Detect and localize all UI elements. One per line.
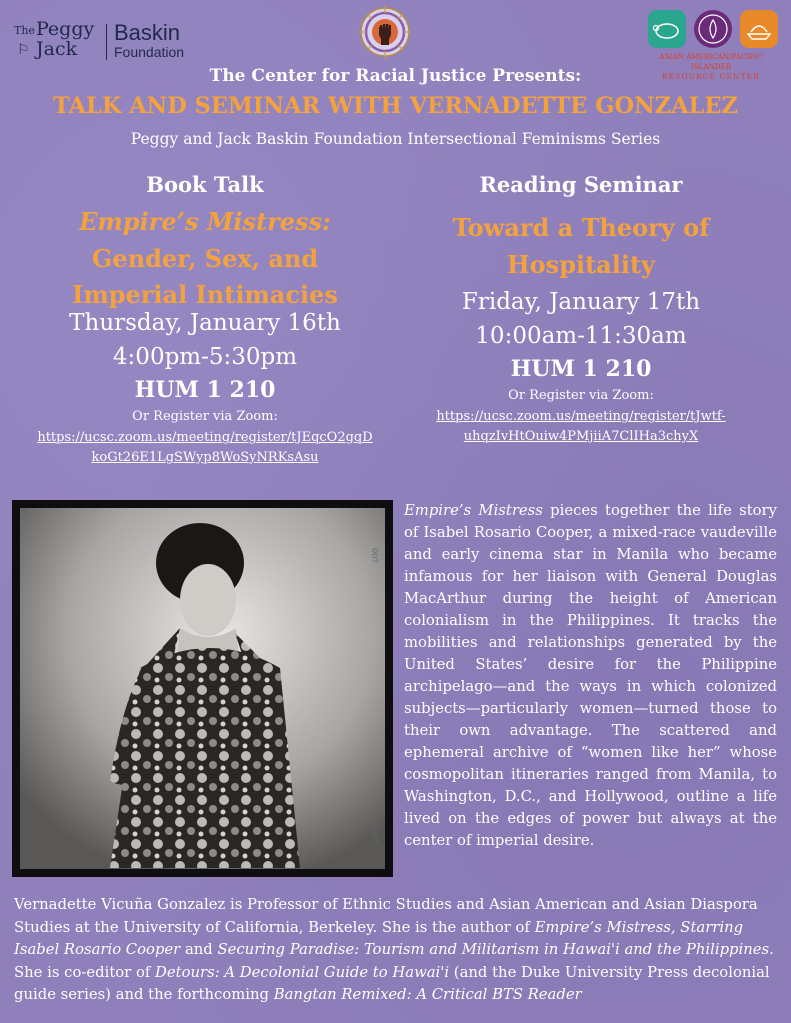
- seminar-section: [371, 172, 791, 447]
- bio-part3: . She is co-editor of: [14, 941, 774, 981]
- bio-part4: (and the Duke University Press decolonial guide series) and the forthcoming: [14, 963, 770, 1003]
- bio-book4: Bangtan Remixed: A Critical BTS Reader: [273, 986, 582, 1003]
- resource-center-line1: ASIAN AMERICAN/PACIFIC ISLANDER: [659, 52, 763, 71]
- logo-jack: Jack: [36, 38, 78, 60]
- description-text: pieces together the life story of Isabel Rosario Cooper, a mixed-race vaudeville and early cinema star in Manila who became infamous for her liaison with General Douglas MacArthur during the height of American colonialism in the Philippines. It tracks the mobilities and relationships generated by the United States’ desire for the Philippine archipelago—and the ways in which colonized subjects—particularly women—turned those to their own advantage. The scattered and ephemeral archive of “women like her” whose cosmopolitan itineraries ranged from Manila, to Washington, D.C., and Hollywood, outline a life lived on the edges of power but always at the center of imperial desire.: [404, 502, 777, 849]
- seminar-room: HUM 1 210: [510, 356, 652, 382]
- book-talk-room: HUM 1 210: [134, 377, 276, 403]
- logo-foundation: Foundation: [114, 44, 185, 60]
- seminar-register-label: Or Register via Zoom:: [508, 388, 654, 403]
- logo-divider: [106, 24, 107, 60]
- book-description: [404, 500, 777, 852]
- series-name: Peggy and Jack Baskin Foundation Intersectional Feminisms Series: [130, 130, 661, 148]
- book-title-line1: Empire’s Mistress:: [79, 207, 331, 236]
- presents-line: The Center for Racial Justice Presents:: [209, 66, 582, 86]
- seminar-heading: Reading Seminar: [479, 172, 683, 197]
- resource-center-line2: RESOURCE CENTER: [662, 72, 760, 81]
- book-talk-date: Thursday, January 16th: [69, 310, 341, 336]
- book-talk-section: [0, 172, 410, 468]
- book-talk-link-line1[interactable]: https://ucsc.zoom.us/meeting/register/tJEqcO2gqD: [37, 430, 373, 445]
- book-title-line3: Imperial Intimacies: [72, 280, 338, 309]
- photo-edge-mark-bottom: 007: [370, 828, 379, 844]
- book-talk-heading: Book Talk: [146, 172, 264, 197]
- logo-mark-icon: ⚐: [17, 42, 30, 58]
- book-title-line2: Gender, Sex, and: [91, 244, 319, 273]
- seminar-time: 10:00am-11:30am: [475, 323, 687, 349]
- raised-fist-icon: [358, 5, 412, 59]
- sailboat-icon: [740, 10, 778, 48]
- seminar-link-line2[interactable]: uhqzIvHtOuiw4PMjiiA7ClIHa3chyX: [463, 429, 699, 444]
- bio-book1: Empire’s Mistress, Starring Isabel Rosario Cooper: [14, 918, 744, 958]
- logo-baskin: Baskin: [114, 20, 181, 45]
- resource-center-logos: [648, 10, 778, 50]
- bio-book2: Securing Paradise: Tourism and Militarism in Hawai'i and the Philippines: [217, 941, 770, 958]
- book-talk-time: 4:00pm-5:30pm: [112, 344, 298, 370]
- bio-book3: Detours: A Decolonial Guide to Hawai'i: [155, 963, 450, 981]
- turtle-icon: [648, 10, 686, 48]
- book-talk-register-label: Or Register via Zoom:: [132, 409, 278, 424]
- lotus-icon: [694, 10, 732, 48]
- bio-part2: and: [180, 941, 218, 958]
- baskin-foundation-logo: [14, 18, 185, 62]
- book-talk-zoom-link[interactable]: [0, 428, 410, 468]
- author-bio: [14, 894, 779, 1007]
- seminar-date: Friday, January 17th: [461, 289, 701, 315]
- photo-edge-mark-top: 007: [370, 548, 379, 564]
- logo-the: The: [14, 24, 35, 37]
- seminar-title-line2: Hospitality: [507, 250, 655, 279]
- event-title: TALK AND SEMINAR WITH VERNADETTE GONZALEZ: [53, 93, 738, 119]
- seminar-title-line1: Toward a Theory of: [452, 213, 710, 242]
- seminar-zoom-link[interactable]: [371, 407, 791, 447]
- description-book-name: Empire’s Mistress: [404, 502, 543, 519]
- bio-part1: Vernadette Vicuña Gonzalez is Professor of Ethnic Studies and Asian American and Asian Diaspora Studies at the University of California, Berkeley. She is the author of: [14, 896, 758, 936]
- seminar-link-line1[interactable]: https://ucsc.zoom.us/meeting/register/tJwtf-: [436, 409, 726, 424]
- portrait-photo: [20, 508, 385, 869]
- logo-peggy: Peggy: [36, 18, 95, 40]
- book-talk-link-line2[interactable]: koGt26E1LgSWyp8WoSyNRKsAsu: [91, 450, 319, 465]
